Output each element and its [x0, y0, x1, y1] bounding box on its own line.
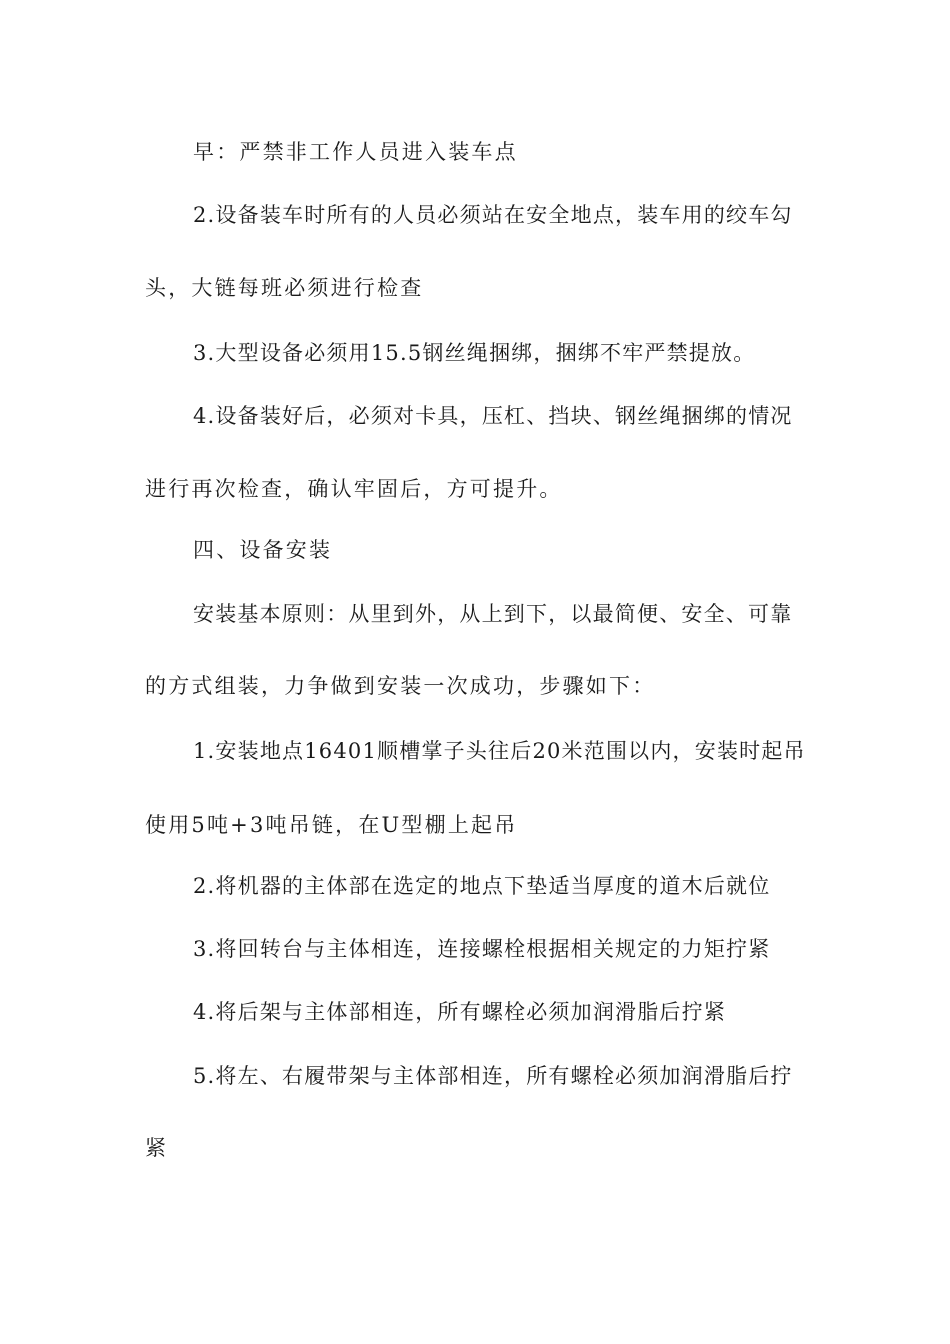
text-line-6: 进行再次检查，确认牢固后，方可提升。	[145, 477, 563, 501]
section-heading: 四、设备安装	[193, 538, 333, 562]
text-line-5: 4.设备装好后，必须对卡具，压杠、挡块、钢丝绳捆绑的情况	[193, 404, 793, 428]
text-line-1: 早：严禁非工作人员进入装车点	[193, 140, 518, 164]
text-line-2: 2.设备装车时所有的人员必须站在安全地点，装车用的绞车勾	[193, 203, 793, 227]
text-line-12: 2.将机器的主体部在选定的地点下垫适当厚度的道木后就位	[193, 874, 771, 898]
text-line-9: 的方式组装，力争做到安装一次成功，步骤如下：	[145, 674, 656, 698]
text-line-8: 安装基本原则：从里到外，从上到下，以最简便、安全、可靠	[193, 602, 793, 626]
text-line-10: 1.安装地点16401顺槽掌子头往后20米范围以内，安装时起吊	[193, 739, 806, 763]
text-line-16: 紧	[145, 1136, 169, 1160]
text-line-11: 使用5吨+3吨吊链，在U型棚上起吊	[145, 813, 518, 837]
text-line-4: 3.大型设备必须用15.5钢丝绳捆绑，捆绑不牢严禁提放。	[193, 341, 756, 365]
text-line-13: 3.将回转台与主体相连，连接螺栓根据相关规定的力矩拧紧	[193, 937, 771, 961]
text-line-14: 4.将后架与主体部相连，所有螺栓必须加润滑脂后拧紧	[193, 1000, 727, 1024]
text-line-15: 5.将左、右履带架与主体部相连，所有螺栓必须加润滑脂后拧	[193, 1064, 793, 1088]
text-line-3: 头，大链每班必须进行检查	[145, 276, 424, 300]
